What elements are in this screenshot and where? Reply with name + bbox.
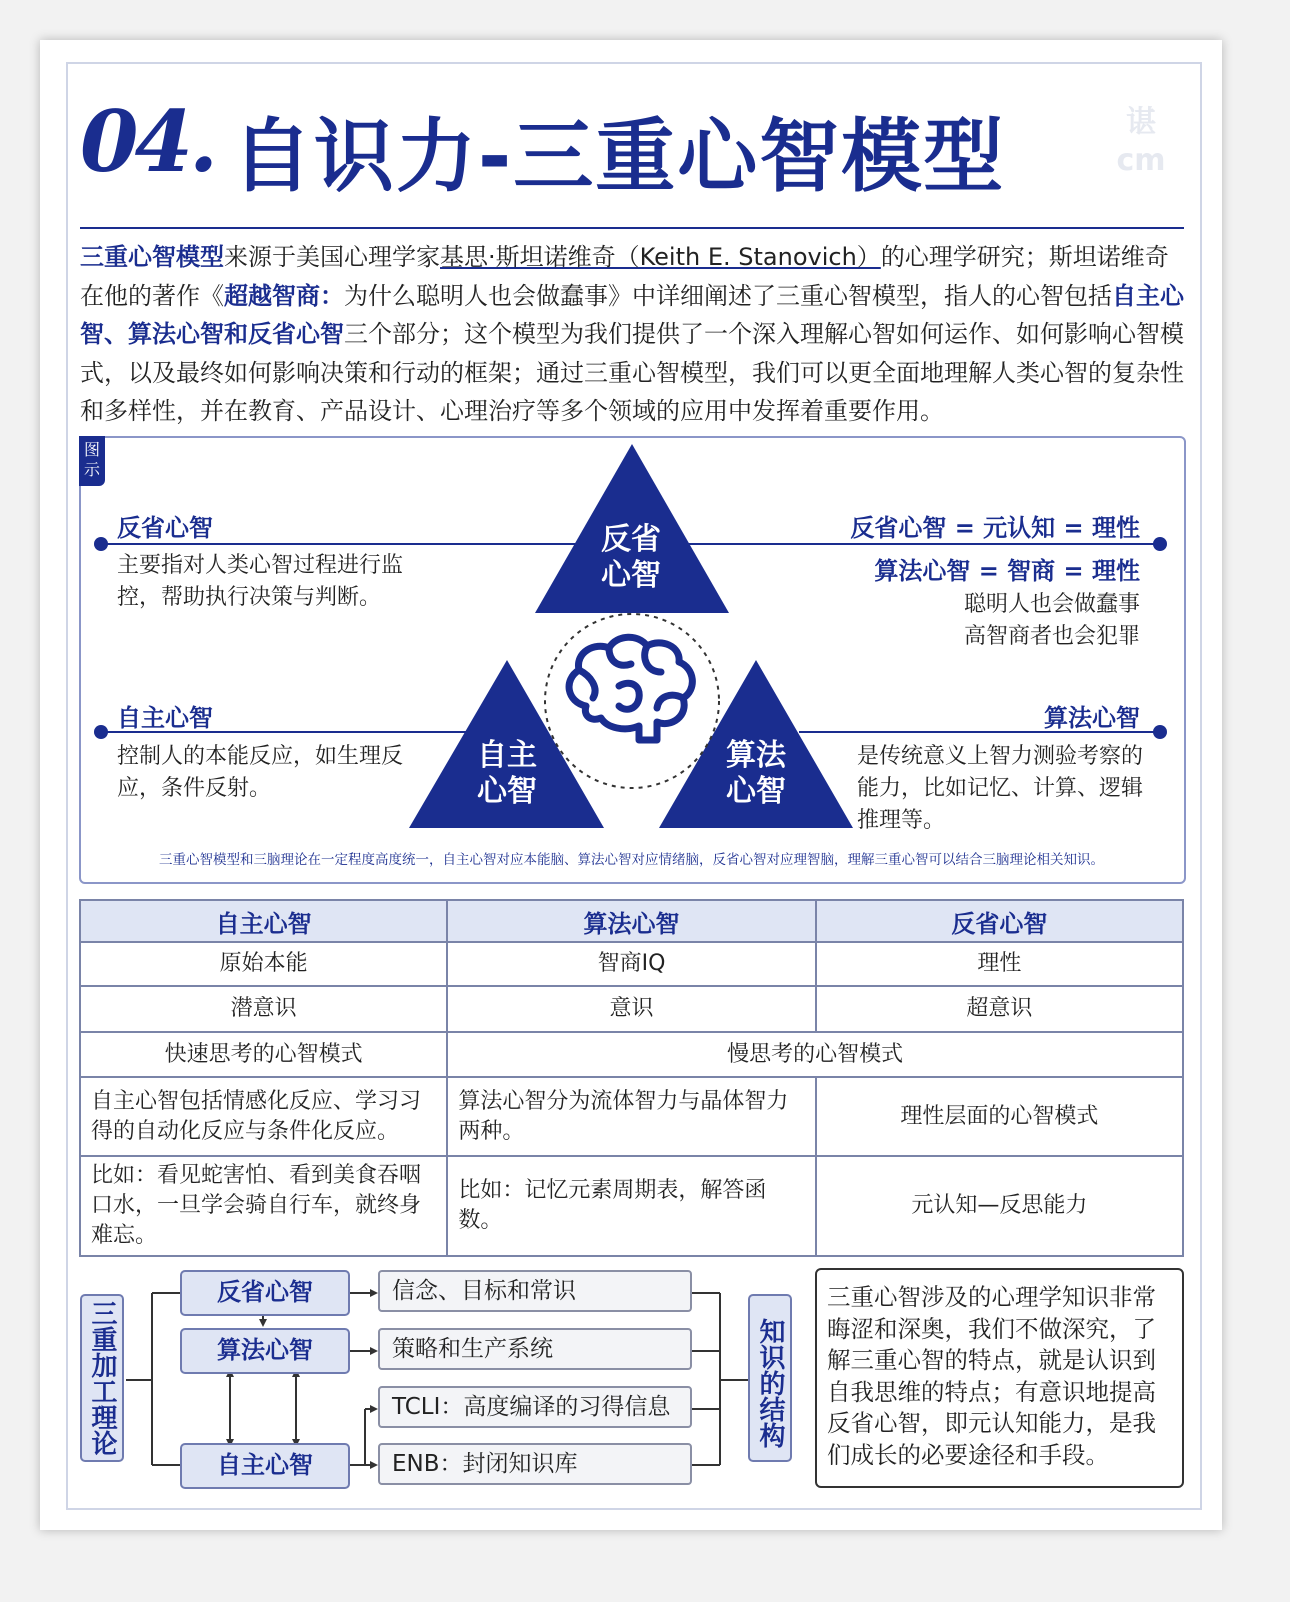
right-bottom-text: 是传统意义上智力测验考察的能力，比如记忆、计算、逻辑推理等。	[857, 744, 1144, 833]
left-bottom-text: 控制人的本能反应，如生理反应，条件反射。	[117, 744, 404, 801]
intro-text-d: 三个部分；这个模型为我们提供了一个深入理解心智如何运作、如何影响心智模式，以及最终如何影响决策和行动的框架；通过三重心智模型，我们可以更全面地理解人类心智的复杂性和多样性，并在教育、产品设计、心理治疗等多个领域的应用中发挥着重要作用。	[80, 320, 1184, 425]
table-cell: 慢思考的心智模式	[447, 1032, 1183, 1077]
flow-item: 策略和生产系统	[378, 1328, 692, 1370]
triangle-left-line2: 心智	[477, 774, 537, 809]
table-cell: 自主心智包括情感化反应、学习习得的自动化反应与条件化反应。	[80, 1077, 447, 1156]
table-cell: 理性层面的心智模式	[816, 1077, 1183, 1156]
summary-box: 三重心智涉及的心理学知识非常晦涩和深奥，我们不做深究，了解三重心智的特点，就是认识到自我思维的特点；有意识地提高反省心智，即元认知能力，是我们成长的必要途径和手段。	[815, 1268, 1184, 1488]
flow-item: 信念、目标和常识	[378, 1270, 692, 1312]
table-cell: 元认知—反思能力	[816, 1156, 1183, 1256]
author-name: 基思·斯坦诺维奇（Keith E. Stanovich）	[440, 243, 881, 271]
right-top-eq1: 反省心智 = 元认知 = 理性	[850, 514, 1140, 542]
left-top-text: 主要指对人类心智过程进行监控，帮助执行决策与判断。	[117, 553, 404, 610]
table-cell: 快速思考的心智模式	[80, 1032, 447, 1077]
three-minds: 自主心智、算法心智和反省心智	[80, 281, 1184, 348]
right-top-line2: 高智商者也会犯罪	[963, 624, 1140, 649]
triangle-left-label	[451, 738, 563, 810]
knowledge-structure-label	[748, 1294, 792, 1462]
flow-item: ENB：封闭知识库	[378, 1443, 692, 1485]
table-cell: 原始本能	[80, 942, 447, 986]
triangle-right-line2: 心智	[726, 774, 786, 809]
arrow-icon	[226, 1289, 378, 1469]
page-title: 自识力-三重心智模型	[232, 110, 1006, 203]
triple-processing-label	[80, 1294, 124, 1462]
triangle-top-label	[575, 522, 687, 594]
left-bottom-title: 自主心智	[117, 704, 213, 732]
triangle-left-line1: 自主	[477, 738, 537, 773]
triple-processing-text: 三重加工理论	[87, 1300, 117, 1456]
table-cell: 潜意识	[80, 986, 447, 1032]
right-bottom-title: 算法心智	[1044, 704, 1140, 732]
table-cell: 比如：记忆元素周期表，解答函数。	[447, 1156, 815, 1256]
right-top-eq2: 算法心智 = 智商 = 理性	[874, 557, 1140, 585]
triangle-right-label	[700, 738, 812, 810]
right-top-line1: 聪明人也会做蠢事	[963, 592, 1140, 617]
triangle-top-line1: 反省	[601, 522, 661, 557]
table-header: 自主心智	[80, 900, 447, 942]
table-header: 反省心智	[816, 900, 1183, 942]
diagram-tag: 图示	[79, 436, 105, 486]
triangle-top-line2: 心智	[601, 558, 661, 593]
flow-mind-algorithmic: 算法心智	[180, 1328, 350, 1374]
watermark-logo: 谌 cm	[1116, 105, 1166, 178]
table-cell: 算法心智分为流体智力与晶体智力两种。	[447, 1077, 815, 1156]
flow-item: TCLI：高度编译的习得信息	[378, 1386, 692, 1428]
table-header: 算法心智	[447, 900, 815, 942]
intro-bold: 三重心智模型	[80, 243, 224, 271]
intro-text-c: 为什么聪明人也会做蠢事》中详细阐述了三重心智模型，指人的心智包括	[344, 281, 1112, 310]
flow-mind-reflective: 反省心智	[180, 1270, 350, 1316]
diagram-footnote: 三重心智模型和三脑理论在一定程度高度统一，自主心智对应本能脑、算法心智对应情绪脑，反省心智对应理智脑，理解三重心智可以结合三脑理论相关知识。	[159, 852, 1104, 868]
book-title: 超越智商：	[224, 281, 344, 310]
table-cell: 意识	[447, 986, 815, 1032]
dot-right-bottom	[1153, 725, 1167, 739]
brain-icon	[569, 637, 692, 740]
dot-left-top	[94, 537, 108, 551]
dot-right-top	[1153, 537, 1167, 551]
intro-paragraph	[80, 238, 1190, 431]
table-cell: 比如：看见蛇害怕、看到美食吞咽口水，一旦学会骑自行车，就终身难忘。	[80, 1156, 447, 1256]
table-cell: 理性	[816, 942, 1183, 986]
intro-text-a: 来源于美国心理学家	[224, 243, 440, 271]
flow-mind-autonomous: 自主心智	[180, 1443, 350, 1489]
left-top-title: 反省心智	[117, 514, 213, 542]
comparison-table	[79, 899, 1184, 1257]
table-cell: 超意识	[816, 986, 1183, 1032]
triangle-right-line1: 算法	[726, 738, 786, 773]
title-rule	[80, 227, 1184, 229]
section-number: 04.	[80, 92, 215, 191]
intro-text-b: 的心理学研究；斯坦诺维奇在他的著作《	[80, 243, 1169, 310]
knowledge-structure-text: 知识的结构	[755, 1318, 785, 1448]
table-cell: 智商IQ	[447, 942, 815, 986]
dot-left-bottom	[94, 725, 108, 739]
